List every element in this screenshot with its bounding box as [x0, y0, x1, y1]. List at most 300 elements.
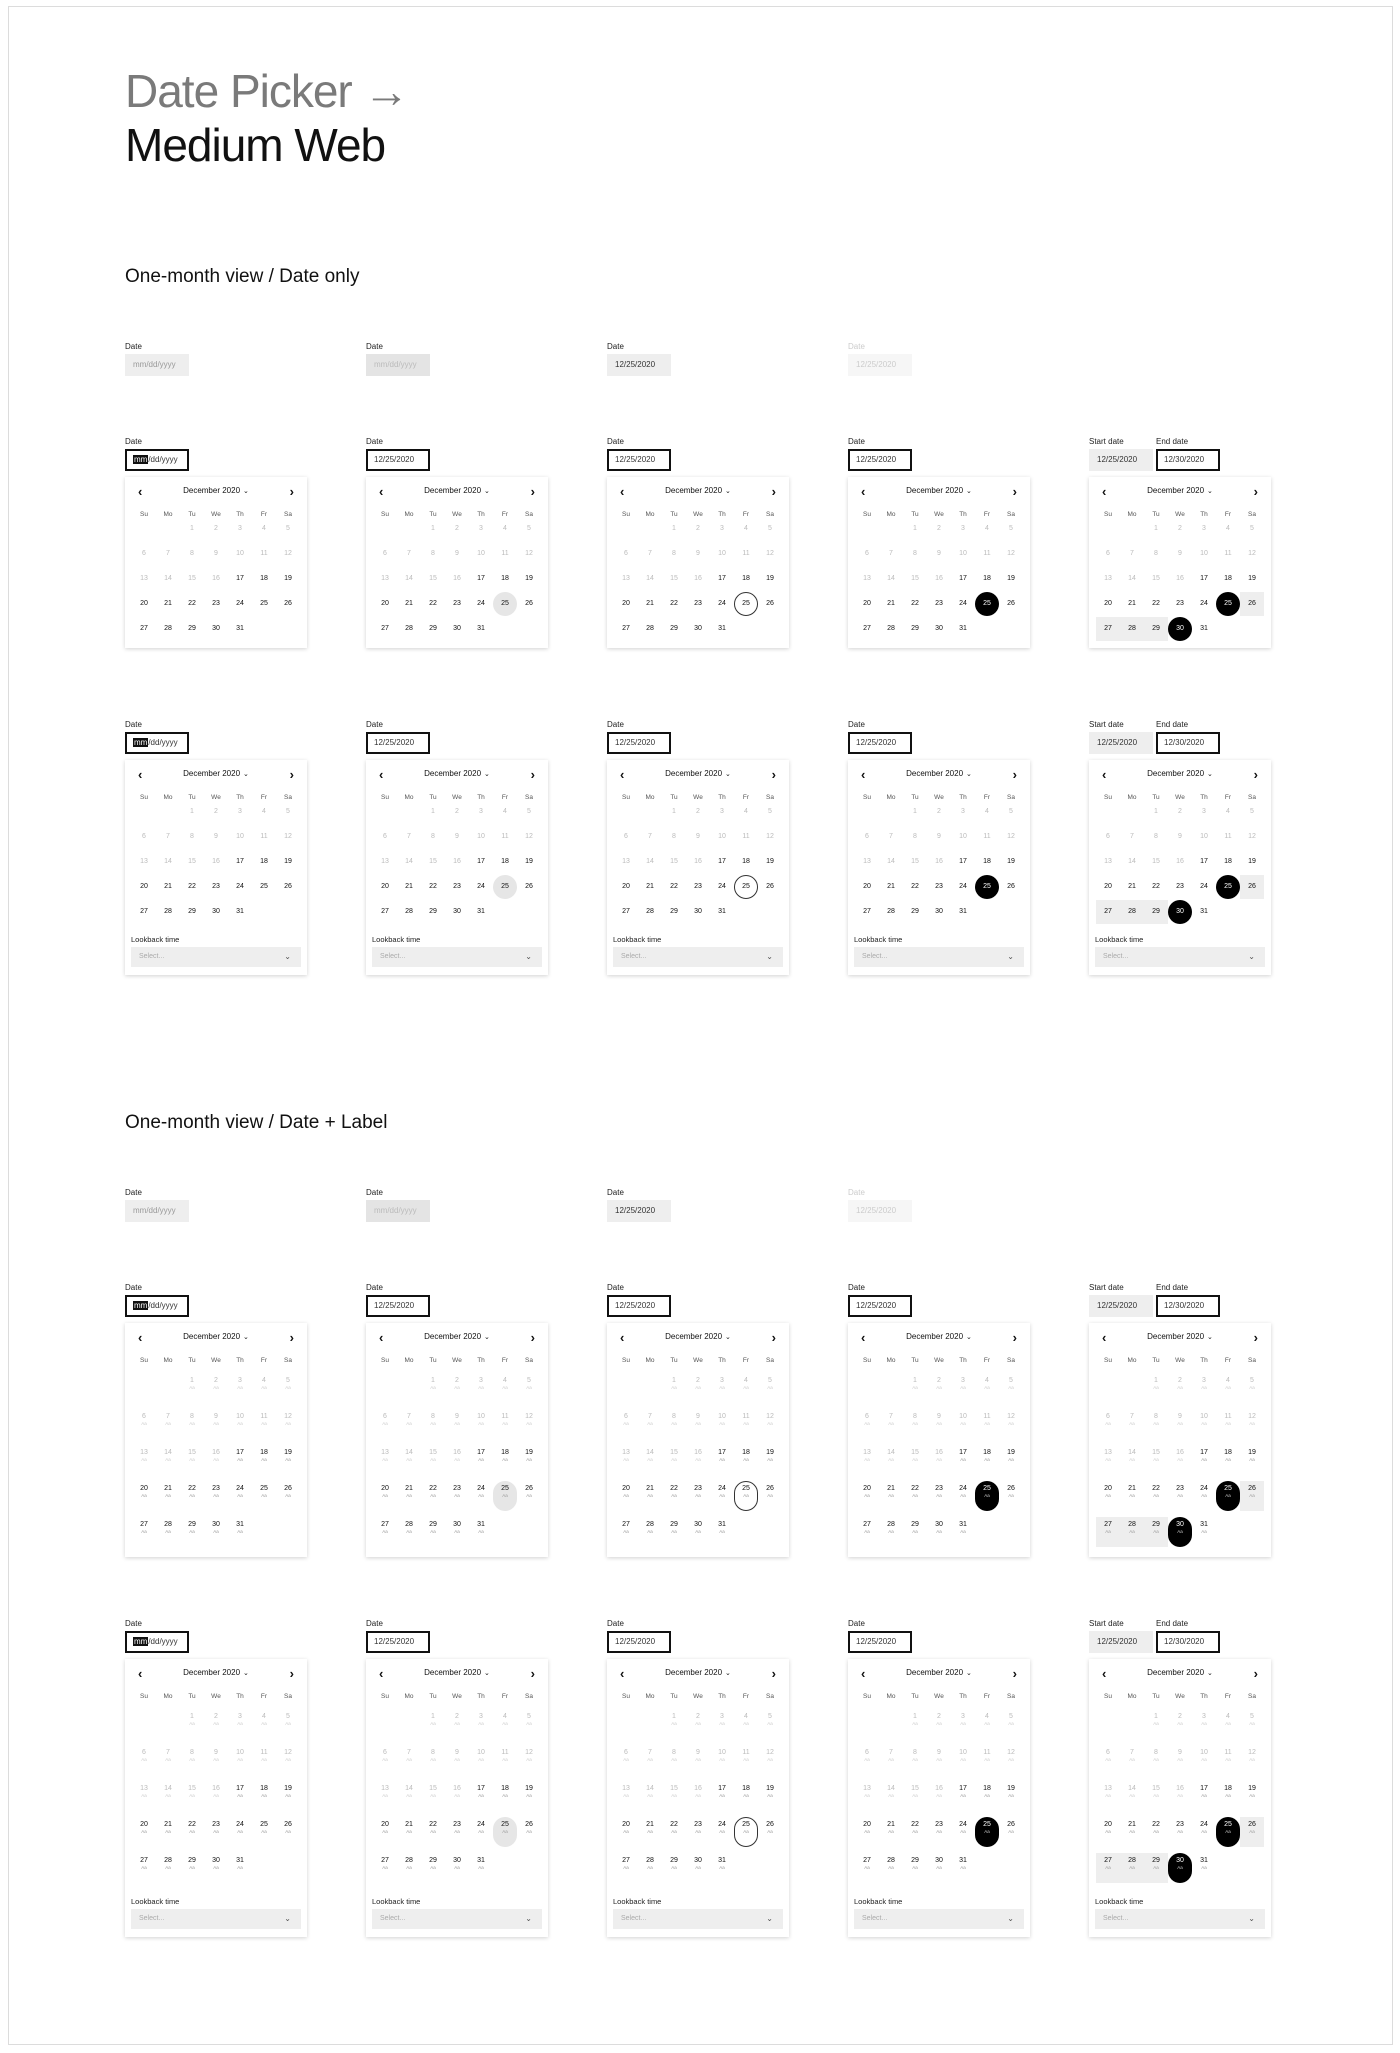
month-select[interactable] — [1089, 1668, 1271, 1677]
calendar-day[interactable] — [614, 1817, 638, 1847]
calendar-day[interactable] — [686, 1373, 710, 1403]
calendar-day[interactable] — [1168, 875, 1192, 899]
calendar-day[interactable] — [397, 850, 421, 874]
calendar-day[interactable] — [421, 900, 445, 924]
calendar-day[interactable] — [1144, 825, 1168, 849]
date-input[interactable]: 12/25/2020 — [848, 732, 912, 754]
calendar-day[interactable] — [975, 850, 999, 874]
calendar-day[interactable] — [517, 1817, 541, 1847]
calendar-day[interactable] — [951, 1817, 975, 1847]
calendar-day[interactable] — [1192, 1373, 1216, 1403]
calendar-day[interactable] — [879, 542, 903, 566]
calendar-day[interactable] — [614, 825, 638, 849]
month-select[interactable] — [848, 1668, 1030, 1677]
calendar-day[interactable] — [445, 1409, 469, 1439]
calendar-day[interactable] — [228, 1481, 252, 1511]
calendar-day[interactable] — [156, 850, 180, 874]
calendar-day[interactable] — [1240, 592, 1264, 616]
calendar-day[interactable] — [879, 1853, 903, 1883]
calendar-day[interactable] — [903, 1517, 927, 1547]
chevron-right-icon[interactable]: › — [289, 767, 294, 782]
calendar-day[interactable] — [662, 900, 686, 924]
calendar-day[interactable] — [421, 1409, 445, 1439]
calendar-day[interactable] — [204, 800, 228, 824]
calendar-day[interactable] — [228, 1781, 252, 1811]
calendar-day[interactable] — [156, 1445, 180, 1475]
chevron-right-icon[interactable]: › — [771, 767, 776, 782]
calendar-day[interactable] — [1096, 542, 1120, 566]
calendar-day[interactable] — [758, 1373, 782, 1403]
calendar-day[interactable] — [132, 1409, 156, 1439]
month-select[interactable] — [1089, 1332, 1271, 1341]
calendar-day[interactable] — [1120, 875, 1144, 899]
calendar-day[interactable] — [951, 517, 975, 541]
chevron-right-icon[interactable]: › — [1253, 1666, 1258, 1681]
calendar-day[interactable] — [1216, 875, 1240, 899]
calendar-day[interactable] — [614, 1745, 638, 1775]
calendar-day[interactable] — [855, 567, 879, 591]
chevron-left-icon[interactable]: ‹ — [1102, 767, 1107, 782]
calendar-day[interactable] — [927, 800, 951, 824]
calendar-day[interactable] — [662, 1445, 686, 1475]
calendar-day[interactable] — [132, 1517, 156, 1547]
lookback-select[interactable] — [613, 947, 783, 967]
calendar-day[interactable] — [686, 1445, 710, 1475]
calendar-day[interactable] — [662, 1853, 686, 1883]
calendar-day[interactable] — [734, 517, 758, 541]
calendar-day[interactable] — [927, 1817, 951, 1847]
calendar-day[interactable] — [228, 542, 252, 566]
calendar-day[interactable] — [855, 825, 879, 849]
calendar-day[interactable] — [1120, 1781, 1144, 1811]
calendar-day[interactable] — [252, 1817, 276, 1847]
calendar-day[interactable] — [951, 825, 975, 849]
calendar-day[interactable] — [204, 617, 228, 641]
calendar-day[interactable] — [879, 1517, 903, 1547]
calendar-day[interactable] — [638, 592, 662, 616]
calendar-day[interactable] — [469, 800, 493, 824]
calendar-day[interactable] — [1120, 1745, 1144, 1775]
calendar-day[interactable] — [1144, 567, 1168, 591]
calendar-day[interactable] — [879, 567, 903, 591]
calendar-day[interactable] — [445, 1817, 469, 1847]
chevron-left-icon[interactable]: ‹ — [379, 484, 384, 499]
calendar-day[interactable] — [445, 617, 469, 641]
calendar-day[interactable] — [879, 850, 903, 874]
calendar-day[interactable] — [1144, 542, 1168, 566]
calendar-day[interactable] — [758, 825, 782, 849]
calendar-day[interactable] — [180, 1781, 204, 1811]
calendar-day[interactable] — [132, 1853, 156, 1883]
calendar-day[interactable] — [903, 850, 927, 874]
calendar-day[interactable] — [276, 1709, 300, 1739]
calendar-day[interactable] — [1168, 1853, 1192, 1883]
chevron-right-icon[interactable]: › — [530, 767, 535, 782]
calendar-day[interactable] — [975, 542, 999, 566]
calendar-day[interactable] — [879, 1481, 903, 1511]
calendar-day[interactable] — [1168, 567, 1192, 591]
chevron-right-icon[interactable]: › — [289, 484, 294, 499]
calendar-day[interactable] — [132, 1817, 156, 1847]
calendar-day[interactable] — [638, 1853, 662, 1883]
calendar-day[interactable] — [228, 1853, 252, 1883]
calendar-day[interactable] — [1168, 1373, 1192, 1403]
calendar-day[interactable] — [132, 542, 156, 566]
calendar-day[interactable] — [252, 800, 276, 824]
calendar-day[interactable] — [999, 517, 1023, 541]
calendar-day[interactable] — [252, 1781, 276, 1811]
calendar-day[interactable] — [445, 517, 469, 541]
calendar-day[interactable] — [975, 1781, 999, 1811]
chevron-right-icon[interactable]: › — [530, 1666, 535, 1681]
calendar-day[interactable] — [1216, 542, 1240, 566]
calendar-day[interactable] — [855, 542, 879, 566]
calendar-day[interactable] — [662, 1745, 686, 1775]
calendar-day[interactable] — [180, 875, 204, 899]
calendar-day[interactable] — [252, 1481, 276, 1511]
calendar-day[interactable] — [758, 592, 782, 616]
calendar-day[interactable] — [132, 825, 156, 849]
calendar-day[interactable] — [517, 1409, 541, 1439]
calendar-day[interactable] — [421, 1445, 445, 1475]
calendar-day[interactable] — [1192, 1817, 1216, 1847]
month-select[interactable] — [1089, 486, 1271, 495]
calendar-day[interactable] — [1168, 825, 1192, 849]
calendar-day[interactable] — [1168, 1745, 1192, 1775]
calendar-day[interactable] — [469, 1853, 493, 1883]
date-input[interactable]: 12/25/2020 — [607, 1200, 671, 1222]
calendar-day[interactable] — [469, 1445, 493, 1475]
calendar-day[interactable] — [951, 1373, 975, 1403]
calendar-day[interactable] — [879, 825, 903, 849]
calendar-day[interactable] — [228, 800, 252, 824]
chevron-right-icon[interactable]: › — [1012, 1330, 1017, 1345]
calendar-day[interactable] — [1120, 592, 1144, 616]
calendar-day[interactable] — [469, 1481, 493, 1511]
calendar-day[interactable] — [421, 1481, 445, 1511]
chevron-right-icon[interactable]: › — [771, 1666, 776, 1681]
date-input[interactable]: 12/25/2020 — [607, 449, 671, 471]
calendar-day[interactable] — [1168, 800, 1192, 824]
calendar-day[interactable] — [397, 900, 421, 924]
calendar-day[interactable] — [1120, 1445, 1144, 1475]
calendar-day[interactable] — [204, 1517, 228, 1547]
calendar-day[interactable] — [758, 517, 782, 541]
calendar-day[interactable] — [180, 1817, 204, 1847]
calendar-day[interactable] — [397, 567, 421, 591]
calendar-day[interactable] — [614, 592, 638, 616]
calendar-day[interactable] — [204, 825, 228, 849]
calendar-day[interactable] — [156, 617, 180, 641]
calendar-day[interactable] — [638, 825, 662, 849]
date-input[interactable] — [125, 732, 189, 754]
calendar-day[interactable] — [951, 1409, 975, 1439]
calendar-day[interactable] — [662, 542, 686, 566]
calendar-day[interactable] — [228, 1817, 252, 1847]
calendar-day[interactable] — [252, 850, 276, 874]
calendar-day[interactable] — [662, 1373, 686, 1403]
calendar-day[interactable] — [951, 1853, 975, 1883]
calendar-day[interactable] — [445, 567, 469, 591]
calendar-day[interactable] — [855, 617, 879, 641]
calendar-day[interactable] — [469, 1517, 493, 1547]
calendar-day[interactable] — [421, 1373, 445, 1403]
calendar-day[interactable] — [252, 542, 276, 566]
calendar-day[interactable] — [927, 542, 951, 566]
calendar-day[interactable] — [276, 1745, 300, 1775]
date-input[interactable]: 12/25/2020 — [1089, 1295, 1153, 1317]
calendar-day[interactable] — [879, 592, 903, 616]
calendar-day[interactable] — [999, 1481, 1023, 1511]
calendar-day[interactable] — [999, 850, 1023, 874]
calendar-day[interactable] — [975, 592, 999, 616]
calendar-day[interactable] — [469, 850, 493, 874]
calendar-day[interactable] — [1192, 1781, 1216, 1811]
chevron-right-icon[interactable]: › — [289, 1330, 294, 1345]
calendar-day[interactable] — [517, 850, 541, 874]
calendar-day[interactable] — [469, 617, 493, 641]
calendar-day[interactable] — [614, 542, 638, 566]
date-input[interactable]: 12/25/2020 — [366, 1295, 430, 1317]
calendar-day[interactable] — [903, 1445, 927, 1475]
calendar-day[interactable] — [710, 1781, 734, 1811]
calendar-day[interactable] — [710, 1853, 734, 1883]
calendar-day[interactable] — [180, 1445, 204, 1475]
calendar-day[interactable] — [662, 800, 686, 824]
date-input[interactable]: 12/25/2020 — [366, 1631, 430, 1653]
calendar-day[interactable] — [734, 542, 758, 566]
calendar-day[interactable] — [686, 1481, 710, 1511]
calendar-day[interactable] — [469, 875, 493, 899]
calendar-day[interactable] — [252, 875, 276, 899]
calendar-day[interactable] — [879, 617, 903, 641]
calendar-day[interactable] — [638, 617, 662, 641]
calendar-day[interactable] — [999, 1781, 1023, 1811]
calendar-day[interactable] — [180, 1481, 204, 1511]
calendar-day[interactable] — [734, 1481, 758, 1511]
calendar-day[interactable] — [855, 1445, 879, 1475]
calendar-day[interactable] — [879, 1817, 903, 1847]
calendar-day[interactable] — [1096, 1409, 1120, 1439]
calendar-day[interactable] — [228, 875, 252, 899]
calendar-day[interactable] — [1192, 850, 1216, 874]
calendar-day[interactable] — [855, 592, 879, 616]
calendar-day[interactable] — [855, 850, 879, 874]
date-input[interactable] — [125, 449, 189, 471]
date-input[interactable]: 12/25/2020 — [848, 1631, 912, 1653]
date-input[interactable]: 12/25/2020 — [848, 354, 912, 376]
calendar-day[interactable] — [228, 850, 252, 874]
calendar-day[interactable] — [951, 875, 975, 899]
calendar-day[interactable] — [397, 1781, 421, 1811]
calendar-day[interactable] — [132, 1745, 156, 1775]
calendar-day[interactable] — [1168, 900, 1192, 924]
calendar-day[interactable] — [879, 900, 903, 924]
calendar-day[interactable] — [710, 517, 734, 541]
calendar-day[interactable] — [758, 1709, 782, 1739]
calendar-day[interactable] — [132, 1781, 156, 1811]
calendar-day[interactable] — [614, 567, 638, 591]
calendar-day[interactable] — [156, 875, 180, 899]
calendar-day[interactable] — [204, 1745, 228, 1775]
month-select[interactable] — [125, 486, 307, 495]
calendar-day[interactable] — [734, 1373, 758, 1403]
calendar-day[interactable] — [228, 1445, 252, 1475]
chevron-left-icon[interactable]: ‹ — [138, 484, 143, 499]
calendar-day[interactable] — [493, 850, 517, 874]
chevron-right-icon[interactable]: › — [1012, 484, 1017, 499]
calendar-day[interactable] — [397, 875, 421, 899]
calendar-day[interactable] — [903, 542, 927, 566]
calendar-day[interactable] — [975, 1373, 999, 1403]
calendar-day[interactable] — [758, 567, 782, 591]
calendar-day[interactable] — [445, 850, 469, 874]
calendar-day[interactable] — [903, 1817, 927, 1847]
chevron-right-icon[interactable]: › — [771, 1330, 776, 1345]
calendar-day[interactable] — [927, 517, 951, 541]
calendar-day[interactable] — [517, 800, 541, 824]
calendar-day[interactable] — [927, 617, 951, 641]
calendar-day[interactable] — [156, 825, 180, 849]
chevron-right-icon[interactable]: › — [1012, 767, 1017, 782]
calendar-day[interactable] — [1216, 1817, 1240, 1847]
calendar-day[interactable] — [614, 617, 638, 641]
calendar-day[interactable] — [445, 900, 469, 924]
calendar-day[interactable] — [397, 542, 421, 566]
lookback-select[interactable] — [854, 1909, 1024, 1929]
date-input[interactable]: 12/30/2020 — [1156, 449, 1220, 471]
calendar-day[interactable] — [1192, 1445, 1216, 1475]
calendar-day[interactable] — [638, 875, 662, 899]
calendar-day[interactable] — [1192, 875, 1216, 899]
calendar-day[interactable] — [1096, 1817, 1120, 1847]
calendar-day[interactable] — [445, 1781, 469, 1811]
calendar-day[interactable] — [903, 1409, 927, 1439]
calendar-day[interactable] — [132, 567, 156, 591]
calendar-day[interactable] — [204, 875, 228, 899]
date-input[interactable]: 12/30/2020 — [1156, 732, 1220, 754]
calendar-day[interactable] — [710, 875, 734, 899]
calendar-day[interactable] — [276, 800, 300, 824]
calendar-day[interactable] — [686, 542, 710, 566]
calendar-day[interactable] — [204, 1409, 228, 1439]
calendar-day[interactable] — [686, 1745, 710, 1775]
calendar-day[interactable] — [517, 1481, 541, 1511]
calendar-day[interactable] — [180, 542, 204, 566]
calendar-day[interactable] — [1240, 800, 1264, 824]
calendar-day[interactable] — [1216, 1745, 1240, 1775]
calendar-day[interactable] — [180, 1373, 204, 1403]
calendar-day[interactable] — [1240, 567, 1264, 591]
calendar-day[interactable] — [1192, 1709, 1216, 1739]
calendar-day[interactable] — [276, 1817, 300, 1847]
calendar-day[interactable] — [493, 1409, 517, 1439]
calendar-day[interactable] — [975, 1709, 999, 1739]
calendar-day[interactable] — [445, 592, 469, 616]
calendar-day[interactable] — [252, 1745, 276, 1775]
calendar-day[interactable] — [228, 1409, 252, 1439]
calendar-day[interactable] — [1144, 1781, 1168, 1811]
lookback-select[interactable] — [854, 947, 1024, 967]
calendar-day[interactable] — [1240, 1817, 1264, 1847]
calendar-day[interactable] — [1240, 850, 1264, 874]
calendar-day[interactable] — [999, 1373, 1023, 1403]
calendar-day[interactable] — [758, 1781, 782, 1811]
date-input[interactable]: 12/25/2020 — [1089, 449, 1153, 471]
calendar-day[interactable] — [662, 1409, 686, 1439]
calendar-day[interactable] — [1168, 592, 1192, 616]
chevron-left-icon[interactable]: ‹ — [379, 1330, 384, 1345]
calendar-day[interactable] — [132, 592, 156, 616]
calendar-day[interactable] — [1144, 1481, 1168, 1511]
calendar-day[interactable] — [951, 1709, 975, 1739]
calendar-day[interactable] — [686, 850, 710, 874]
calendar-day[interactable] — [662, 1817, 686, 1847]
calendar-day[interactable] — [686, 875, 710, 899]
calendar-day[interactable] — [999, 825, 1023, 849]
calendar-day[interactable] — [276, 1373, 300, 1403]
calendar-day[interactable] — [156, 1853, 180, 1883]
month-select[interactable] — [366, 1668, 548, 1677]
month-select[interactable] — [125, 1668, 307, 1677]
calendar-day[interactable] — [927, 1373, 951, 1403]
calendar-day[interactable] — [999, 567, 1023, 591]
calendar-day[interactable] — [903, 1373, 927, 1403]
calendar-day[interactable] — [662, 1781, 686, 1811]
calendar-day[interactable] — [421, 1853, 445, 1883]
calendar-day[interactable] — [710, 850, 734, 874]
calendar-day[interactable] — [276, 1445, 300, 1475]
date-input[interactable] — [125, 1295, 189, 1317]
month-select[interactable] — [848, 769, 1030, 778]
calendar-day[interactable] — [903, 567, 927, 591]
calendar-day[interactable] — [373, 1781, 397, 1811]
chevron-left-icon[interactable]: ‹ — [620, 1330, 625, 1345]
calendar-day[interactable] — [204, 1817, 228, 1847]
calendar-day[interactable] — [156, 592, 180, 616]
calendar-day[interactable] — [204, 1781, 228, 1811]
calendar-day[interactable] — [276, 567, 300, 591]
calendar-day[interactable] — [614, 850, 638, 874]
calendar-day[interactable] — [156, 1409, 180, 1439]
calendar-day[interactable] — [156, 542, 180, 566]
calendar-day[interactable] — [1240, 542, 1264, 566]
calendar-day[interactable] — [638, 1781, 662, 1811]
calendar-day[interactable] — [493, 1745, 517, 1775]
calendar-day[interactable] — [228, 1709, 252, 1739]
calendar-day[interactable] — [397, 1409, 421, 1439]
calendar-day[interactable] — [1192, 1517, 1216, 1547]
calendar-day[interactable] — [517, 1781, 541, 1811]
calendar-day[interactable] — [758, 1481, 782, 1511]
calendar-day[interactable] — [903, 1709, 927, 1739]
calendar-day[interactable] — [132, 900, 156, 924]
date-input[interactable]: 12/30/2020 — [1156, 1631, 1220, 1653]
date-input[interactable]: mm/dd/yyyy — [366, 1200, 430, 1222]
calendar-day[interactable] — [493, 1481, 517, 1511]
calendar-day[interactable] — [1096, 1853, 1120, 1883]
calendar-day[interactable] — [1096, 1481, 1120, 1511]
calendar-day[interactable] — [734, 1409, 758, 1439]
calendar-day[interactable] — [927, 1481, 951, 1511]
calendar-day[interactable] — [662, 517, 686, 541]
calendar-day[interactable] — [855, 1409, 879, 1439]
calendar-day[interactable] — [445, 1373, 469, 1403]
calendar-day[interactable] — [1096, 825, 1120, 849]
calendar-day[interactable] — [1096, 1781, 1120, 1811]
calendar-day[interactable] — [710, 1445, 734, 1475]
calendar-day[interactable] — [1144, 875, 1168, 899]
